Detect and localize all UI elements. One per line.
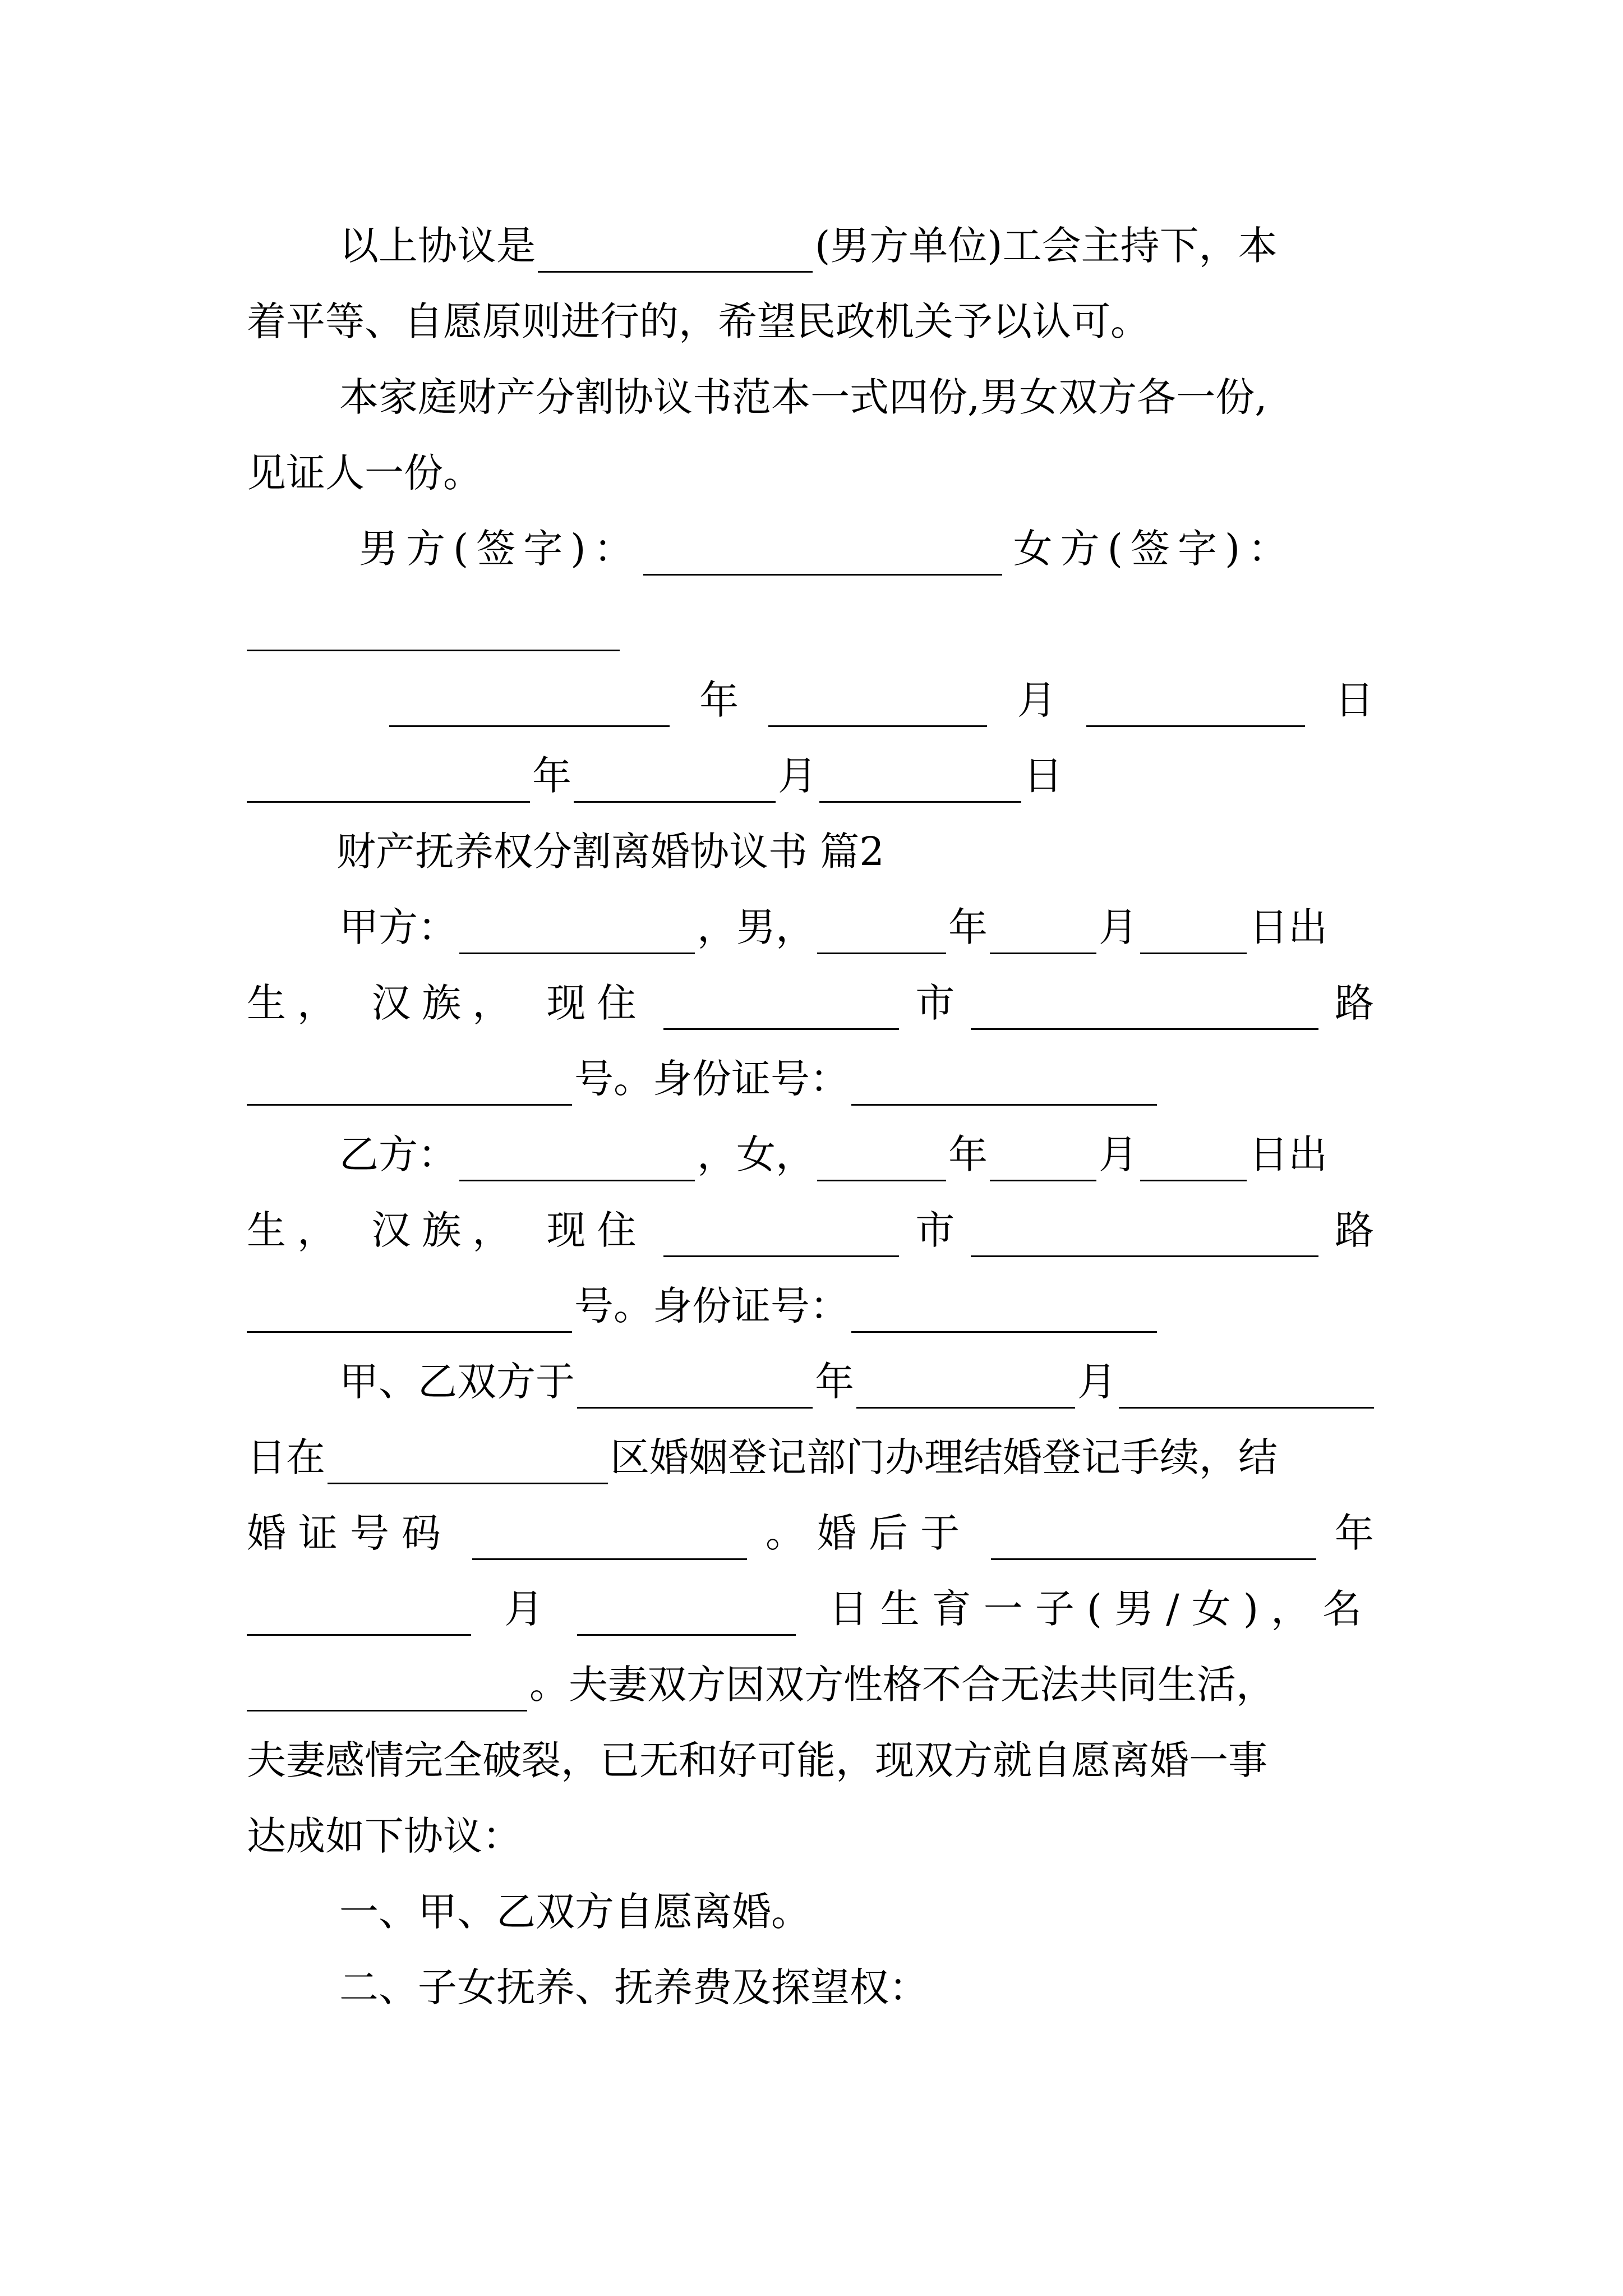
text-b-residence: 生， 汉族， 现住 [247,1207,648,1253]
text-relationship-broken: 夫妻感情完全破裂，已无和好可能，现双方就自愿离婚一事 [247,1737,1267,1783]
text-female: ，女， [697,1131,815,1177]
blank-b-house-number [247,1296,572,1333]
text-a-born: 日出 [1249,904,1327,950]
blank-b-birth-year [817,1144,946,1181]
text-witness: 见证人一份。 [247,450,482,496]
text-a-city: 市 [915,980,955,1026]
line-male-date [387,673,1374,727]
line-female-date [247,749,1374,803]
clause-1-text: 一、甲、乙双方自愿离婚。 [339,1889,810,1935]
text-b-road: 路 [1334,1207,1374,1253]
blank-a-id [851,1069,1157,1106]
blank-month-1 [768,690,987,727]
line-relationship-broken [247,1733,1374,1787]
text-marriage-month: 月 [1077,1359,1117,1405]
text-year-2: 年 [532,753,571,799]
line-union-host [339,219,1374,273]
text-a-road: 路 [1334,980,1374,1026]
line-registration [247,1430,1374,1484]
text-child-born: 日生育一子(男/女)，名 [828,1586,1374,1632]
line-party-b-id [247,1279,1374,1333]
party-a-label: 甲方： [339,904,457,950]
line-witness [247,446,1374,500]
party-b-label: 乙方： [339,1131,457,1177]
text-b-month: 月 [1099,1131,1138,1177]
text-year-1: 年 [699,677,739,723]
text-equality: 着平等、自愿原则进行的，希望民政机关予以认可。 [247,298,1150,344]
text-a-id-label: 号。身份证号： [574,1056,849,1102]
blank-day-1 [1086,690,1305,727]
blank-party-b-name [459,1144,695,1181]
text-certificate-number: 婚证号码 [247,1510,453,1556]
text-reach-agreement: 达成如下协议： [247,1813,522,1859]
text-month-2: 月 [778,753,817,799]
male-signature-label: 男方(签字)： [359,526,641,572]
blank-b-birth-day [1140,1144,1247,1181]
clause-2 [339,1961,1374,2014]
title-text: 财产抚养权分割离婚协议书 篇2 [336,829,884,875]
text-registration: 区婚姻登记部门办理结婚登记手续，结 [610,1434,1278,1480]
blank-a-city [663,993,899,1030]
female-signature-label: 女方(签字)： [1013,526,1295,572]
blank-a-road [971,993,1318,1030]
line-reach-agreement [247,1809,1374,1863]
line-party-a [339,900,1374,954]
text-copies: 本家庭财产分割协议书范本一式四份,男女双方各一份, [339,374,1267,420]
blank-year-1 [389,690,670,727]
blank-child-birth-year [991,1523,1316,1560]
blank-district [328,1447,608,1484]
line-equality-principle [247,295,1374,348]
blank-year-2 [247,766,530,803]
blank-marriage-day [1119,1372,1374,1409]
line-copies [339,370,1374,424]
text-a-year: 年 [948,904,988,950]
text-male: ，男， [697,904,815,950]
blank-child-name [247,1674,527,1711]
blank-certificate-number [472,1523,747,1560]
section-title-2 [336,825,1374,878]
text-union-host: (男方单位)工会主持下，本 [815,223,1278,269]
line-female-signature-blank [247,597,1374,651]
text-b-id-label: 号。身份证号： [574,1283,849,1329]
blank-female-signature [247,614,620,651]
line-marriage-date [339,1355,1374,1409]
blank-marriage-year [577,1372,813,1409]
blank-a-birth-month [990,917,1096,954]
line-child-name [247,1658,1374,1711]
blank-a-birth-day [1140,917,1247,954]
text-day-2: 日 [1023,753,1063,799]
text-b-born: 日出 [1249,1131,1327,1177]
clause-2-text: 二、子女抚养、抚养费及探望权： [339,1964,928,2010]
text-parties-on: 甲、乙双方于 [339,1359,575,1405]
line-party-a-address [247,976,1374,1030]
line-party-b [339,1128,1374,1181]
blank-day-2 [819,766,1021,803]
text-marriage-year: 年 [815,1359,854,1405]
text-agreement-is: 以上协议是 [339,223,536,269]
blank-party-a-name [459,917,695,954]
blank-a-birth-year [817,917,946,954]
blank-male-unit [538,236,813,273]
line-child-birth [247,1582,1374,1636]
text-day-at: 日在 [247,1434,325,1480]
text-day-1: 日 [1334,677,1374,723]
line-party-b-address [247,1203,1374,1257]
blank-male-signature [643,539,1002,576]
line-certificate [247,1506,1374,1560]
blank-child-birth-month [247,1599,471,1636]
blank-b-road [971,1220,1318,1257]
text-a-month: 月 [1099,904,1138,950]
line-party-a-id [247,1052,1374,1106]
text-b-city: 市 [915,1207,955,1253]
clause-1 [339,1885,1374,1939]
text-child-year: 年 [1335,1510,1374,1556]
line-signatures [359,522,1374,576]
text-after-marriage: 。婚后于 [766,1510,972,1556]
text-b-year: 年 [948,1131,988,1177]
blank-b-id [851,1296,1157,1333]
text-child-month: 月 [504,1586,544,1632]
blank-month-2 [574,766,776,803]
blank-marriage-month [856,1372,1075,1409]
text-month-1: 月 [1017,677,1057,723]
blank-child-birth-day [577,1599,796,1636]
text-a-residence: 生， 汉族， 现住 [247,980,648,1026]
blank-b-birth-month [990,1144,1096,1181]
blank-a-house-number [247,1069,572,1106]
text-incompatible: 。夫妻双方因双方性格不合无法共同生活， [529,1662,1275,1708]
blank-b-city [663,1220,899,1257]
